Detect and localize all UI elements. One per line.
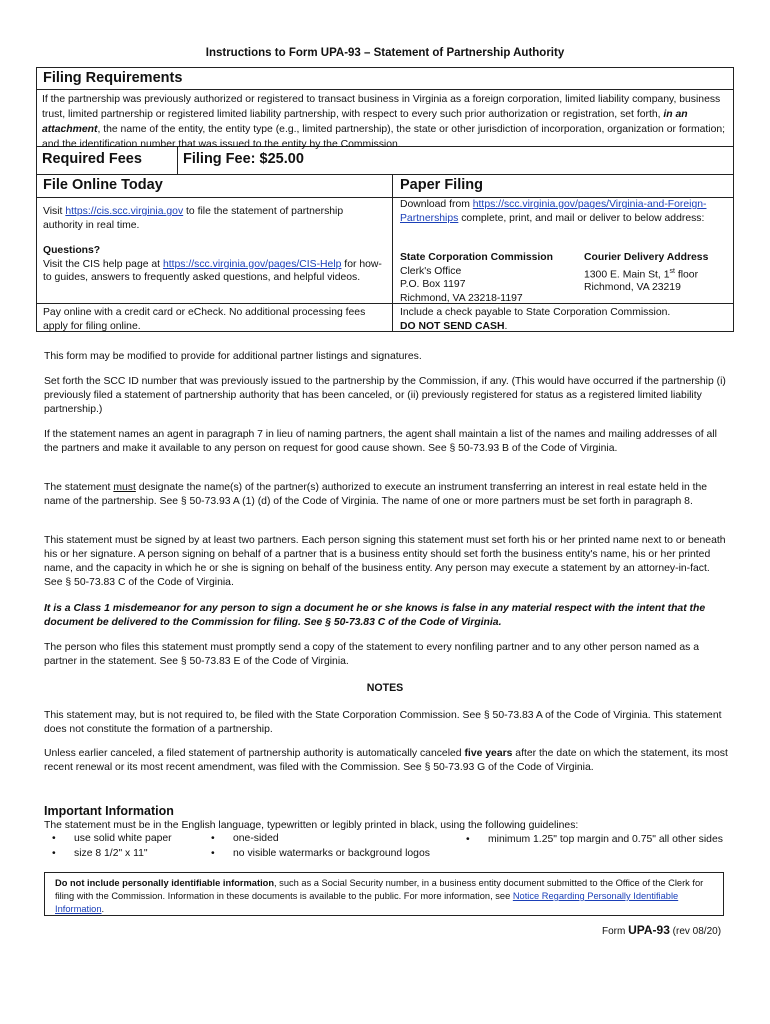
courier-address: Courier Delivery Address 1300 E. Main St, 1st floor Richmond, VA 23219 (584, 252, 709, 294)
guideline-item: • one-sided (233, 833, 279, 844)
divider (36, 174, 734, 175)
divider (36, 303, 392, 304)
divider (36, 89, 734, 90)
mail-address: State Corporation Commission Clerk's Office P.O. Box 1197 Richmond, VA 23218-1197 (400, 252, 553, 304)
body-paragraph: This form may be modified to provide for additional partner listings and signatures. (44, 351, 422, 362)
filing-requirements-heading: Filing Requirements (43, 70, 183, 86)
note-paragraph: This statement may, but is not required to, be filed with the State Corporation Commission. See § 50-73.83 A of the Code of Virginia. This statement does not constitute the formation of a partnership. (44, 710, 722, 735)
divider (392, 303, 734, 304)
paper-check-text: Include a check payable to State Corporation Commission. DO NOT SEND CASH. (400, 307, 671, 332)
page-title: Instructions to Form UPA-93 – Statement of Partnership Authority (205, 47, 565, 59)
required-fees-heading: Required Fees (42, 151, 142, 167)
body-paragraph: The statement must designate the name(s) of the partner(s) authorized to execute an instrument transferring an interest in real estate held in the name of the partnership. See § 50-73.93 A (1) (d) of the Code of Virginia. The name of one or more partners must be set forth in paragraph 8. (44, 482, 708, 507)
body-paragraph: This statement must be signed by at least two partners. Each person signing this statement must set forth his or her printed name next to or beneath his or her signature. A person signing on behalf of a partner that is a business entity should set forth the business entity's name, his or her printed name, and the capacity in which he or she is signing on behalf of the business entity. Any person may execute a statement by an attorney-in-fact. See § 50-73.83 C of the Code of Virginia. (44, 535, 726, 588)
online-questions-text: Questions? Visit the CIS help page at https://scc.virginia.gov/pages/CIS-Help for how-to guides, answers to frequently asked questions, and helpful videos. (43, 245, 382, 283)
important-info-heading: Important Information (44, 804, 174, 818)
form-footer: Form UPA-93 (rev 08/20) (602, 923, 722, 937)
paper-download-text: Download from https://scc.virginia.gov/pages/Virginia-and-Foreign-Partnerships complete, print, and mail or deliver to below address: (400, 199, 707, 224)
online-pay-text: Pay online with a credit card or eCheck. No additional processing fees apply for filing online. (43, 307, 366, 332)
pii-notice-link[interactable]: Notice Regarding Personally Identifiable Information (55, 891, 679, 914)
notes-heading: NOTES (366, 682, 404, 694)
pii-notice-text: Do not include personally identifiable information, such as a Social Security number, in a business entity document submitted to the Office of the Clerk for filing with the Commission. Information in these documents is available to the public. For more information, see Notice Regarding Personally Identifiable Information. (55, 878, 704, 914)
filing-requirements-text: If the partnership was previously authorized or registered to transact business in Virginia as a foreign corporation, limited liability company, business trust, limited partnership or registered limited liability partnership, with respect to every such prior authorization or registration, set forth, in an attachment, the name of the entity, the entity type (e.g., limited partnership), the state or other jurisdiction of incorporation, organization or formation; and the identification number that was issued to the entity by the Commission. (42, 94, 726, 150)
filing-fee: Filing Fee: $25.00 (183, 151, 304, 167)
guideline-item: • no visible watermarks or background logos (233, 848, 430, 859)
online-visit-text: Visit https://cis.scc.virginia.gov to file the statement of partnership authority in real time. (43, 206, 344, 231)
paper-filing-heading: Paper Filing (400, 177, 483, 193)
body-paragraph: Set forth the SCC ID number that was previously issued to the partnership by the Commission, if any. (This would have occurred if the partnership (i) previously filed a statement of partnership authority that has been canceled, or (ii) previously registered for status as a registered limited liability partnership.) (44, 376, 726, 415)
guideline-item: • minimum 1.25" top margin and 0.75" all other sides (488, 833, 728, 847)
divider (36, 197, 392, 198)
body-paragraph: If the statement names an agent in paragraph 7 in lieu of naming partners, the agent shall maintain a list of the names and mailing addresses of all the partners and make it available to any person on request for good cause shown. See § 50-73.93 B of the Code of Virginia. (44, 429, 717, 454)
divider (177, 147, 178, 174)
guideline-item: • use solid white paper (74, 833, 172, 844)
misdemeanor-warning: It is a Class 1 misdemeanor for any person to sign a document he or she knows is false in any material respect with the intent that the document be delivered to the Commission for filing. See § 50-73.83 C of the Code of Virginia. (44, 603, 706, 628)
file-online-heading: File Online Today (43, 177, 163, 193)
questions-label: Questions? (43, 245, 101, 256)
paper-download-link[interactable]: https://scc.virginia.gov/pages/Virginia-and-Foreign-Partnerships (400, 199, 707, 224)
cis-help-link[interactable]: https://scc.virginia.gov/pages/CIS-Help (162, 258, 342, 270)
guideline-item: • size 8 1/2" x 11" (74, 848, 148, 859)
note-paragraph: Unless earlier canceled, a filed statement of partnership authority is automatically canceled five years after the date on which the statement, its most recent renewal or its most recent amendment, was filed with the Commission. See § 50-73.93 G of the Code of Virginia. (44, 748, 728, 773)
important-info-intro: The statement must be in the English language, typewritten or legibly printed in black, using the following guidelines: (44, 820, 579, 831)
cis-link[interactable]: https://cis.scc.virginia.gov (65, 206, 184, 217)
body-paragraph: The person who files this statement must promptly send a copy of the statement to every nonfiling partner and to any other person named as a partner in the statement. See § 50-73.83 E of the Code of Virginia. (44, 642, 699, 667)
